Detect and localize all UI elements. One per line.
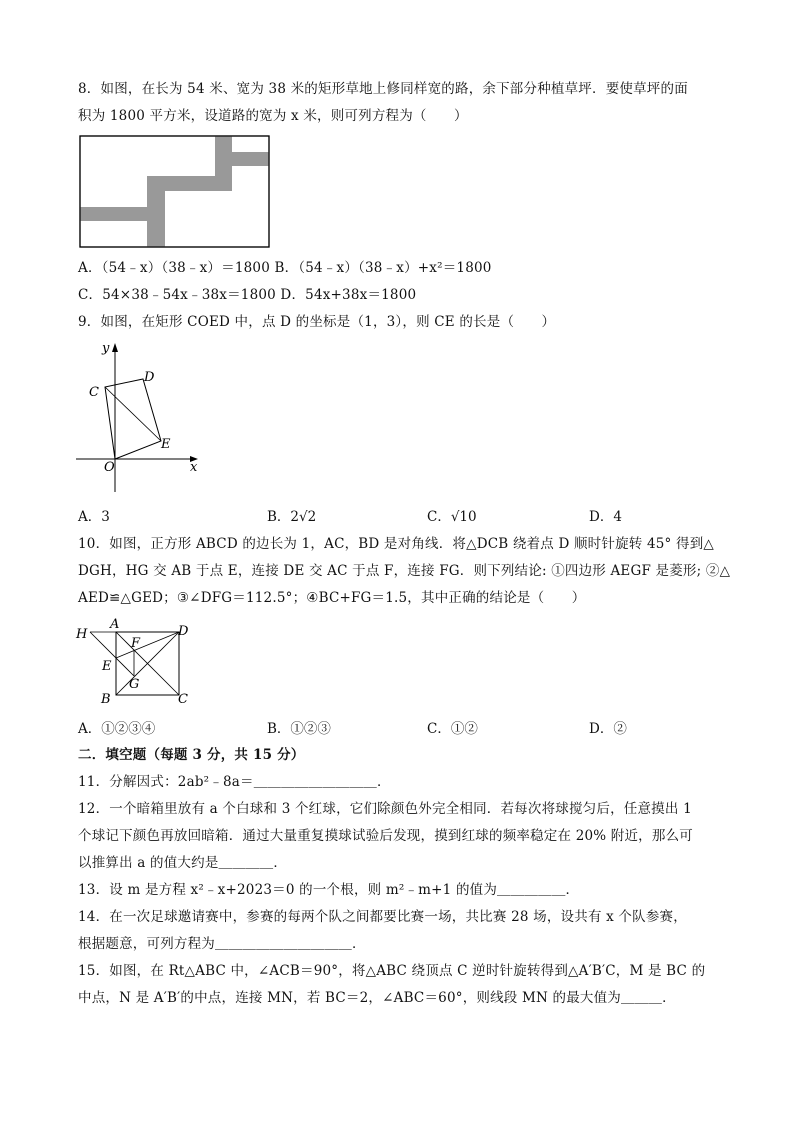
label-D: D: [144, 370, 155, 385]
label-x: x: [190, 460, 198, 475]
label-D: D: [178, 624, 189, 639]
segment-CE: [105, 387, 161, 441]
q8-road-right: [231, 152, 269, 166]
q8-road-figure: [79, 135, 271, 249]
q8-road-vertical-upper: [215, 136, 232, 191]
label-E: E: [161, 437, 171, 452]
label-B: B: [101, 692, 111, 707]
q13-line1: 13．设 m 是方程 x²﹣x+2023＝0 的一个根，则 m²﹣m+1 的值为＿＿＿＿＿．: [78, 882, 580, 898]
q8-options-cd: C．54×38﹣54x﹣38x＝1800 D．54x+38x＝1800: [78, 287, 417, 303]
q10-line1: 10．如图，正方形 ABCD 的边长为 1，AC，BD 是对角线．将△DCB 绕着点 D 顺时针旋转 45° 得到△: [78, 536, 714, 552]
q9-rectangle-figure: [74, 338, 206, 496]
q10-line2: DGH，HG 交 AB 于点 E，连接 DE 交 AC 于点 F，连接 FG．则下列结论: ①四边形 AEGF 是菱形; ②△: [78, 563, 731, 579]
q12-line3: 以推算出 a 的值大约是＿＿＿＿．: [78, 855, 288, 871]
label-C: C: [89, 385, 99, 400]
q15-line2: 中点，N 是 A′B′的中点，连接 MN，若 BC＝2，∠ABC＝60°，则线段 MN 的最大值为＿＿＿．: [78, 990, 676, 1006]
q9-option-a: A．3: [78, 509, 110, 525]
label-H: H: [76, 627, 88, 642]
q10-line3: AED≌△GED；③∠DFG＝112.5°；④BC+FG＝1.5，其中正确的结论是（ ）: [78, 590, 586, 606]
q8-options-ab: A．（54﹣x）（38﹣x）＝1800 B．（54﹣x）（38﹣x）+x²＝1800: [78, 260, 492, 276]
q9-option-d: D．4: [589, 509, 622, 525]
q10-option-a: A．①②③④: [78, 721, 156, 737]
q8-line2: 积为 1800 平方米，设道路的宽为 x 米，则可列方程为（ ）: [78, 108, 468, 124]
label-y: y: [102, 341, 110, 356]
q14-line1: 14．在一次足球邀请赛中，参赛的每两个队之间都要比赛一场，共比赛 28 场，设共有 x 个队参赛，: [78, 909, 687, 925]
q10-option-c: C．①②: [427, 721, 478, 737]
label-G: G: [129, 677, 140, 692]
q10-option-d: D．②: [589, 721, 627, 737]
q15-line1: 15．如图，在 Rt△ABC 中，∠ACB＝90°，将△ABC 绕顶点 C 逆时针旋转得到△A′B′C，M 是 BC 的: [78, 963, 706, 979]
q8-line1: 8．如图，在长为 54 米、宽为 38 米的矩形草地上修同样宽的路，余下部分种植草坪．要使草坪的面: [78, 81, 688, 97]
q12-line1: 12．一个暗箱里放有 a 个白球和 3 个红球，它们除颜色外完全相同．若每次将球搅匀后，任意摸出 1: [78, 801, 692, 817]
segment-DE: [116, 632, 179, 658]
label-F: F: [131, 636, 141, 651]
q12-line2: 个球记下颜色再放回暗箱．通过大量重复摸球试验后发现，摸到红球的频率稳定在 20% 附近，那么可: [78, 828, 693, 844]
q11-line1: 11．分解因式：2ab²﹣8a＝＿＿＿＿＿＿＿＿＿．: [78, 774, 391, 790]
q10-option-b: B．①②③: [267, 721, 331, 737]
q8-road-middle: [147, 176, 215, 191]
q10-square-figure: [74, 616, 196, 708]
rectangle-COED: [105, 379, 161, 459]
label-C: C: [178, 692, 188, 707]
q9-option-c: C．√10: [427, 509, 477, 525]
label-O: O: [104, 460, 115, 475]
q9-option-b: B．2√2: [267, 509, 317, 525]
q14-line2: 根据题意，可列方程为＿＿＿＿＿＿＿＿＿＿．: [78, 936, 366, 952]
q8-road-left: [80, 207, 148, 221]
segment-HG: [90, 632, 134, 676]
section-heading-fill-in: 二．填空题（每题 3 分，共 15 分）: [78, 747, 305, 763]
q9-line1: 9．如图，在矩形 COED 中，点 D 的坐标是（1，3），则 CE 的长是（ ）: [78, 314, 556, 330]
label-A: A: [110, 617, 120, 632]
label-E: E: [102, 659, 112, 674]
